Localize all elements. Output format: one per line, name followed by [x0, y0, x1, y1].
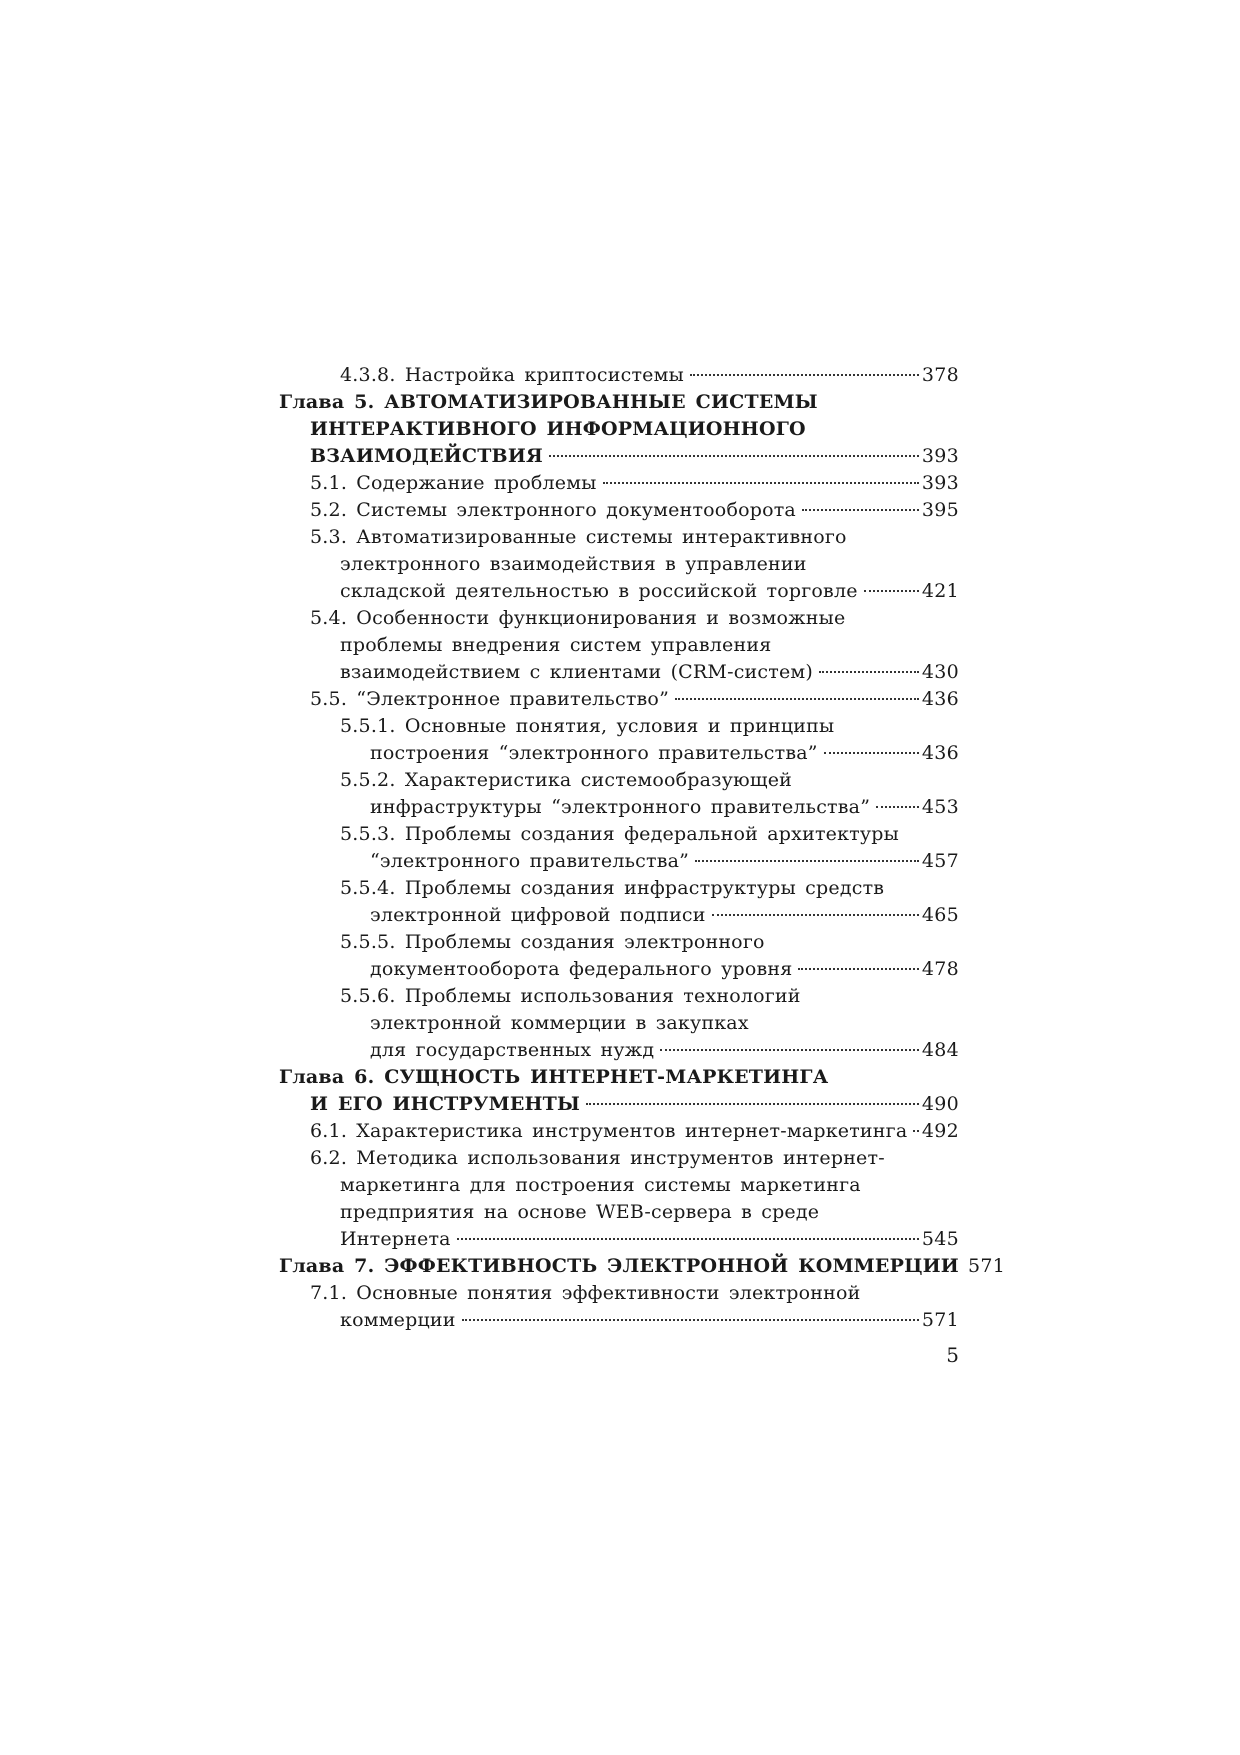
toc-entry-title: 4.3.8. Настройка криптосистемы: [340, 364, 684, 386]
toc-entry-title: маркетинга для построения системы маркетинга: [340, 1174, 861, 1196]
toc-line: [279, 686, 959, 713]
toc-entry-title: для государственных нужд: [370, 1039, 655, 1061]
dot-leader: [876, 806, 919, 808]
toc-line: [279, 1145, 959, 1172]
toc-line: [279, 713, 959, 740]
toc-entry-title: электронного взаимодействия в управлении: [340, 553, 807, 575]
toc-line: [279, 1118, 959, 1145]
toc-entry-title: 5.5.2. Характеристика системообразующей: [340, 769, 793, 791]
toc-line: [279, 902, 959, 929]
toc-line: [279, 605, 959, 632]
toc-entry-title: Глава 5. АВТОМАТИЗИРОВАННЫЕ СИСТЕМЫ: [279, 391, 818, 413]
toc-entry-title: складской деятельностью в российской торговле: [340, 580, 858, 602]
toc-entry-title: 6.2. Методика использования инструментов интернет-: [310, 1147, 885, 1169]
toc-page-number: 545: [921, 1228, 959, 1250]
dot-leader: [549, 455, 919, 457]
toc-page-number: 393: [921, 472, 959, 494]
toc-page-number: 378: [921, 364, 959, 386]
dot-leader: [712, 914, 919, 916]
toc-entry-title: 7.1. Основные понятия эффективности электронной: [310, 1282, 861, 1304]
toc-line: [279, 362, 959, 389]
toc-entry-title: “электронного правительства”: [370, 850, 690, 872]
toc-page-number: 436: [921, 688, 959, 710]
toc-entry-title: 5.4. Особенности функционирования и возможные: [310, 607, 846, 629]
toc-entry-title: 5.5.5. Проблемы создания электронного: [340, 931, 765, 953]
toc-section-entry: [279, 470, 959, 497]
toc-section-entry: [279, 983, 959, 1064]
toc-entry-title: документооборота федерального уровня: [370, 958, 793, 980]
dot-leader: [690, 374, 919, 376]
toc-page-number: 430: [921, 661, 959, 683]
toc-line: [279, 389, 959, 416]
toc-entry-title: электронной коммерции в закупках: [370, 1012, 749, 1034]
toc-line: [279, 821, 959, 848]
page-number: 5: [946, 1343, 959, 1367]
toc-line: [279, 416, 959, 443]
toc-page-number: 421: [921, 580, 959, 602]
dot-leader: [798, 968, 918, 970]
toc-page-number: 478: [921, 958, 959, 980]
toc-line: [279, 578, 959, 605]
toc-entry-title: И ЕГО ИНСТРУМЕНТЫ: [310, 1093, 581, 1115]
toc-page-number: 453: [921, 796, 959, 818]
toc-entry-title: 5.5. “Электронное правительство”: [310, 688, 669, 710]
toc-line: [279, 1226, 959, 1253]
toc-chapter-entry: [279, 1253, 1006, 1280]
toc-section-entry: [279, 1280, 959, 1334]
toc-entry-title: ВЗАИМОДЕЙСТВИЯ: [310, 445, 543, 467]
toc-section-entry: [279, 605, 959, 686]
toc-section-entry: [279, 821, 959, 875]
toc-line: [279, 983, 959, 1010]
dot-leader: [675, 698, 919, 700]
toc-page-number: 465: [921, 904, 959, 926]
toc-line: [279, 875, 959, 902]
toc-entry-title: проблемы внедрения систем управления: [340, 634, 772, 656]
toc-line: [279, 551, 959, 578]
dot-leader: [824, 752, 919, 754]
toc-page-number: 571: [921, 1309, 959, 1331]
dot-leader: [819, 671, 919, 673]
toc-line: [279, 470, 959, 497]
toc-section-entry: [279, 497, 959, 524]
toc-page-number: 490: [921, 1093, 959, 1115]
toc-line: [279, 1199, 959, 1226]
toc-section-entry: [279, 686, 959, 713]
toc-entry-title: предприятия на основе WEB-сервера в среде: [340, 1201, 820, 1223]
toc-line: [279, 1280, 959, 1307]
toc-entry-title: 5.5.4. Проблемы создания инфраструктуры средств: [340, 877, 885, 899]
toc-entry-title: Интернета: [340, 1228, 451, 1250]
toc-entry-title: взаимодействием с клиентами (CRM-систем): [340, 661, 813, 683]
toc-line: [279, 1010, 959, 1037]
toc-line: [279, 497, 959, 524]
toc-line: [279, 1253, 1006, 1280]
toc-section-entry: [279, 1118, 959, 1145]
toc-section-entry: [279, 875, 959, 929]
toc-line: [279, 1037, 959, 1064]
toc-entry-title: 5.5.6. Проблемы использования технологий: [340, 985, 801, 1007]
toc-line: [279, 767, 959, 794]
toc-entry-title: 5.5.1. Основные понятия, условия и принципы: [340, 715, 835, 737]
toc-line: [279, 1307, 959, 1334]
toc-line: [279, 659, 959, 686]
toc-entry-title: инфраструктуры “электронного правительства”: [370, 796, 871, 818]
toc-section-entry: [279, 1145, 959, 1253]
toc-chapter-entry: [279, 389, 959, 470]
dot-leader: [802, 509, 919, 511]
toc-entry-title: ИНТЕРАКТИВНОГО ИНФОРМАЦИОННОГО: [310, 418, 806, 440]
dot-leader: [695, 860, 919, 862]
toc-page-number: 492: [921, 1120, 959, 1142]
toc-line: [279, 524, 959, 551]
toc-line: [279, 794, 959, 821]
toc-line: [279, 1172, 959, 1199]
toc-entry-title: 5.5.3. Проблемы создания федеральной архитектуры: [340, 823, 899, 845]
dot-leader: [462, 1319, 919, 1321]
toc-section-entry: [279, 929, 959, 983]
dot-leader: [913, 1130, 918, 1132]
dot-leader: [457, 1238, 919, 1240]
toc-page-number: 571: [967, 1255, 1006, 1277]
toc-entry-title: Глава 6. СУЩНОСТЬ ИНТЕРНЕТ-МАРКЕТИНГА: [279, 1066, 829, 1088]
toc-line: [279, 1091, 959, 1118]
toc-page-number: 393: [921, 445, 959, 467]
toc-page-number: 395: [921, 499, 959, 521]
toc-line: [279, 1064, 959, 1091]
dot-leader: [660, 1049, 919, 1051]
toc-entry-title: Глава 7. ЭФФЕКТИВНОСТЬ ЭЛЕКТРОННОЙ КОММЕРЦИИ: [279, 1255, 959, 1277]
toc-entry-title: построения “электронного правительства”: [370, 742, 818, 764]
toc-chapter-entry: [279, 1064, 959, 1118]
dot-leader: [603, 482, 919, 484]
toc-entry-title: электронной цифровой подписи: [370, 904, 706, 926]
dot-leader: [864, 590, 919, 592]
table-of-contents: [279, 362, 1006, 1334]
toc-line: [279, 632, 959, 659]
toc-entry-title: коммерции: [340, 1309, 456, 1331]
toc-line: [279, 929, 959, 956]
dot-leader: [586, 1103, 919, 1105]
toc-line: [279, 848, 959, 875]
toc-page-number: 436: [921, 742, 959, 764]
toc-page-number: 457: [921, 850, 959, 872]
toc-page-number: 484: [921, 1039, 959, 1061]
toc-line: [279, 956, 959, 983]
toc-entry-title: 5.3. Автоматизированные системы интерактивного: [310, 526, 847, 548]
toc-line: [279, 443, 959, 470]
toc-entry-title: 5.2. Системы электронного документооборота: [310, 499, 796, 521]
toc-section-entry: [279, 524, 959, 605]
toc-section-entry: [279, 713, 959, 767]
toc-entry-title: 6.1. Характеристика инструментов интернет-маркетинга: [310, 1120, 908, 1142]
toc-line: [279, 740, 959, 767]
toc-entry-title: 5.1. Содержание проблемы: [310, 472, 597, 494]
toc-section-entry: [279, 767, 959, 821]
toc-section-entry: [279, 362, 959, 389]
